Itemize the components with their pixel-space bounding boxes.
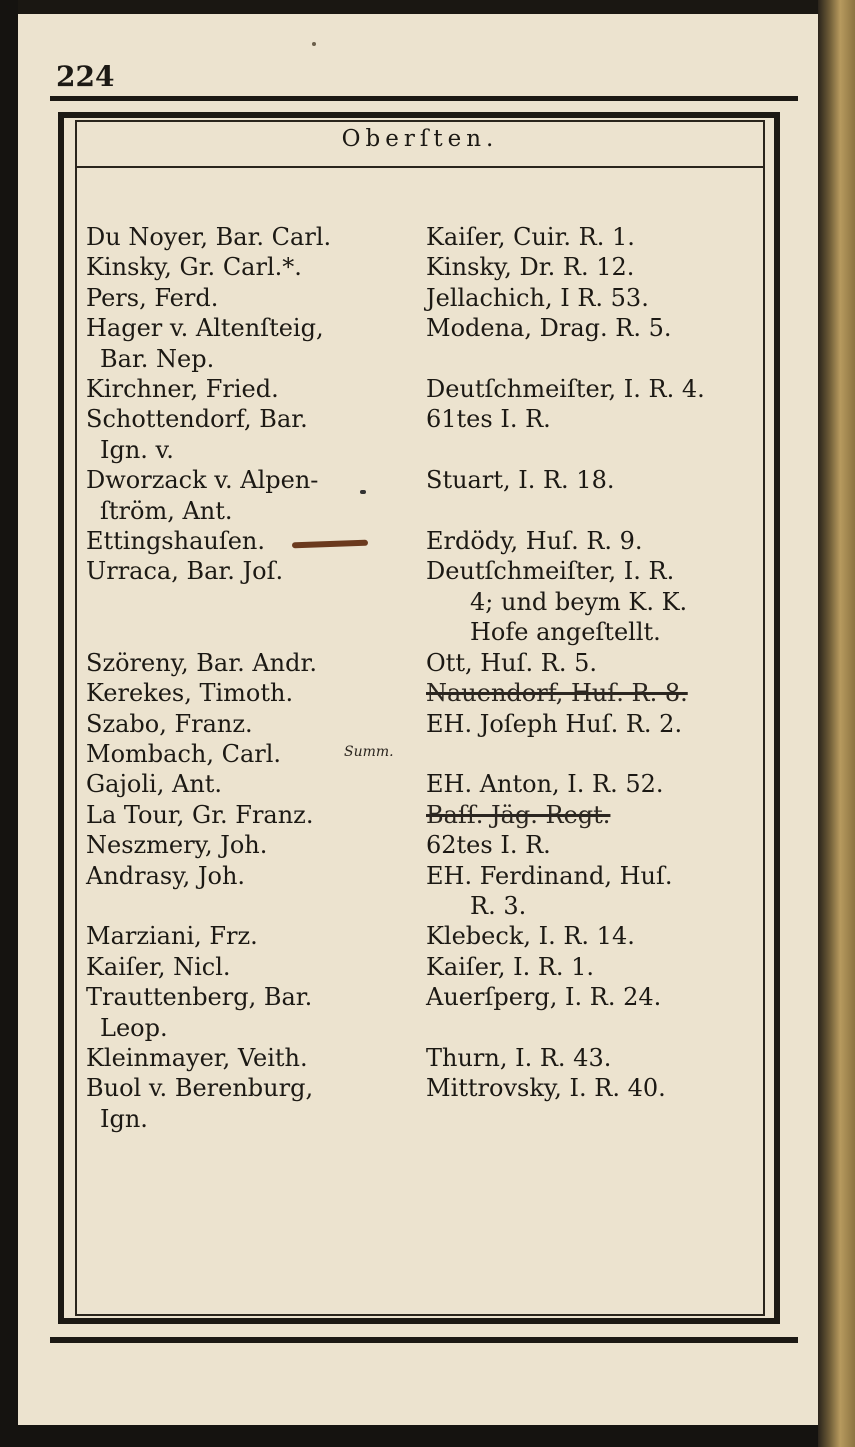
regiment <box>426 252 766 282</box>
roster-row <box>86 678 766 708</box>
regiment <box>426 739 766 769</box>
officer-name <box>86 222 426 252</box>
roster-row <box>86 861 766 922</box>
roster-row <box>86 374 766 404</box>
regiment-line: Deutſchmeiſter, I. R. <box>426 557 675 586</box>
regiment-line: Erdödy, Huſ. R. 9. <box>426 527 643 556</box>
regiment-continuation: R. 3. <box>470 891 527 920</box>
officer-name <box>86 800 426 830</box>
officer-name <box>86 374 426 404</box>
top-rule <box>50 96 798 101</box>
scan-border-bottom <box>0 1425 818 1447</box>
regiment <box>426 952 766 982</box>
roster-row <box>86 982 766 1043</box>
officer-name <box>86 982 426 1043</box>
regiment <box>426 769 766 799</box>
scan-border-top <box>0 0 818 14</box>
roster-row <box>86 556 766 647</box>
section-title: Oberſten. <box>341 126 499 152</box>
regiment <box>426 313 766 374</box>
roster-row <box>86 283 766 313</box>
officer-name <box>86 313 426 374</box>
officer-name-line: Mombach, Carl. <box>86 739 282 768</box>
officer-name-continuation: Bar. Nep. <box>100 344 215 373</box>
regiment-line: Jellachich, I R. 53. <box>426 283 649 312</box>
regiment-line: Thurn, I. R. 43. <box>426 1043 612 1072</box>
regiment <box>426 374 766 404</box>
officer-name <box>86 252 426 282</box>
regiment-line: Nauendorf, Huſ. R. 8. <box>426 679 688 708</box>
regiment-line: Kaiſer, Cuir. R. 1. <box>426 223 635 251</box>
roster-row <box>86 1073 766 1134</box>
regiment <box>426 678 766 708</box>
officer-name-continuation: Ign. v. <box>100 435 174 464</box>
regiment <box>426 526 766 556</box>
roster-row <box>86 404 766 465</box>
regiment-line: Deutſchmeiſter, I. R. 4. <box>426 375 705 404</box>
roster-row <box>86 252 766 282</box>
officer-name-line: Trauttenberg, Bar. <box>86 983 313 1012</box>
regiment-line: 62tes I. R. <box>426 831 551 860</box>
officer-name-line: Andrasy, Joh. <box>86 861 246 890</box>
officer-name-line: Szöreny, Bar. Andr. <box>86 648 317 677</box>
officer-name <box>86 769 426 799</box>
officer-name <box>86 465 426 526</box>
regiment-line: Kinsky, Dr. R. 12. <box>426 253 635 282</box>
roster-row <box>86 739 766 769</box>
regiment-continuation: Hofe angeſtellt. <box>470 618 661 647</box>
regiment-line: Mittrovsky, I. R. 40. <box>426 1074 666 1103</box>
officer-name-line: Kirchner, Fried. <box>86 375 279 404</box>
officer-name <box>86 830 426 860</box>
roster-row <box>86 921 766 951</box>
regiment <box>426 1043 766 1073</box>
officer-name-line: Szabo, Franz. <box>86 709 253 738</box>
page-number: 224 <box>56 60 115 93</box>
officer-name-continuation: Ign. <box>100 1104 148 1133</box>
officer-name-line: Du Noyer, Bar. Carl. <box>86 223 332 251</box>
regiment <box>426 556 766 647</box>
regiment <box>426 830 766 860</box>
officer-name <box>86 1073 426 1134</box>
roster-row <box>86 313 766 374</box>
regiment <box>426 404 766 465</box>
officer-name-line: Pers, Ferd. <box>86 283 219 312</box>
roster-row <box>86 709 766 739</box>
officer-name <box>86 921 426 951</box>
regiment <box>426 982 766 1043</box>
officer-name-line: Kerekes, Timoth. <box>86 679 294 708</box>
officer-name-line: Neszmery, Joh. <box>86 831 268 860</box>
regiment-line: Klebeck, I. R. 14. <box>426 922 635 951</box>
officer-name <box>86 283 426 313</box>
regiment <box>426 861 766 922</box>
officer-name-line: Gajoli, Ant. <box>86 770 223 799</box>
officer-name <box>86 1043 426 1073</box>
regiment <box>426 1073 766 1134</box>
regiment <box>426 709 766 739</box>
regiment-line: Modena, Drag. R. 5. <box>426 314 672 343</box>
officer-name-continuation: ſtröm, Ant. <box>100 496 233 525</box>
scan-border-left <box>0 0 18 1447</box>
regiment <box>426 648 766 678</box>
officer-name-line: La Tour, Gr. Franz. <box>86 800 314 829</box>
officer-name <box>86 404 426 465</box>
officer-name-line: Kinsky, Gr. Carl.*. <box>86 253 302 282</box>
roster-row <box>86 830 766 860</box>
officer-name-line: Urraca, Bar. Joſ. <box>86 557 284 586</box>
officer-name-line: Schottendorf, Bar. <box>86 405 308 434</box>
officer-name-line: Kleinmayer, Veith. <box>86 1043 308 1072</box>
regiment <box>426 465 766 526</box>
officer-name <box>86 648 426 678</box>
regiment <box>426 222 766 252</box>
regiment-line: Auerſperg, I. R. 24. <box>426 983 662 1012</box>
regiment-line: 61tes I. R. <box>426 405 551 434</box>
page-edge <box>818 0 855 1447</box>
regiment-line: EH. Anton, I. R. 52. <box>426 770 664 799</box>
officer-name <box>86 526 426 556</box>
ink-dot <box>360 490 366 494</box>
roster-row <box>86 648 766 678</box>
regiment-line: Stuart, I. R. 18. <box>426 466 615 495</box>
officer-name-line: Marziani, Frz. <box>86 922 258 951</box>
officer-name-continuation: Leop. <box>100 1013 168 1042</box>
roster-row <box>86 1043 766 1073</box>
officer-name <box>86 952 426 982</box>
officer-name <box>86 556 426 647</box>
officer-name <box>86 709 426 739</box>
officer-name <box>86 678 426 708</box>
roster-row <box>86 465 766 526</box>
officer-name-line: Hager v. Altenſteig, <box>86 314 324 343</box>
officer-name-line: Dworzack v. Alpen- <box>86 466 319 495</box>
roster-row <box>86 800 766 830</box>
regiment <box>426 283 766 313</box>
roster-row <box>86 222 766 252</box>
handwritten-annotation: Summ. <box>344 744 394 760</box>
roster-row <box>86 952 766 982</box>
officer-name-line: Buol v. Berenburg, <box>86 1074 314 1103</box>
roster-row <box>86 526 766 556</box>
ink-speck <box>312 42 316 46</box>
bottom-rule <box>50 1337 798 1343</box>
header-divider <box>75 166 765 168</box>
officer-name-line: Kaiſer, Nicl. <box>86 952 231 981</box>
regiment <box>426 921 766 951</box>
officer-name-line: Ettingshauſen. <box>86 527 266 556</box>
regiment-line: EH. Joſeph Huſ. R. 2. <box>426 709 683 738</box>
regiment-line: Baſſ. Jäg. Regt. <box>426 800 611 829</box>
regiment-continuation: 4; und beym K. K. <box>470 587 688 616</box>
roster-row <box>86 769 766 799</box>
roster-list <box>86 222 766 1134</box>
regiment-line: Ott, Huſ. R. 5. <box>426 648 597 677</box>
regiment-line: Kaiſer, I. R. 1. <box>426 952 595 981</box>
officer-name <box>86 861 426 922</box>
regiment <box>426 800 766 830</box>
regiment-line: EH. Ferdinand, Huſ. <box>426 861 673 890</box>
